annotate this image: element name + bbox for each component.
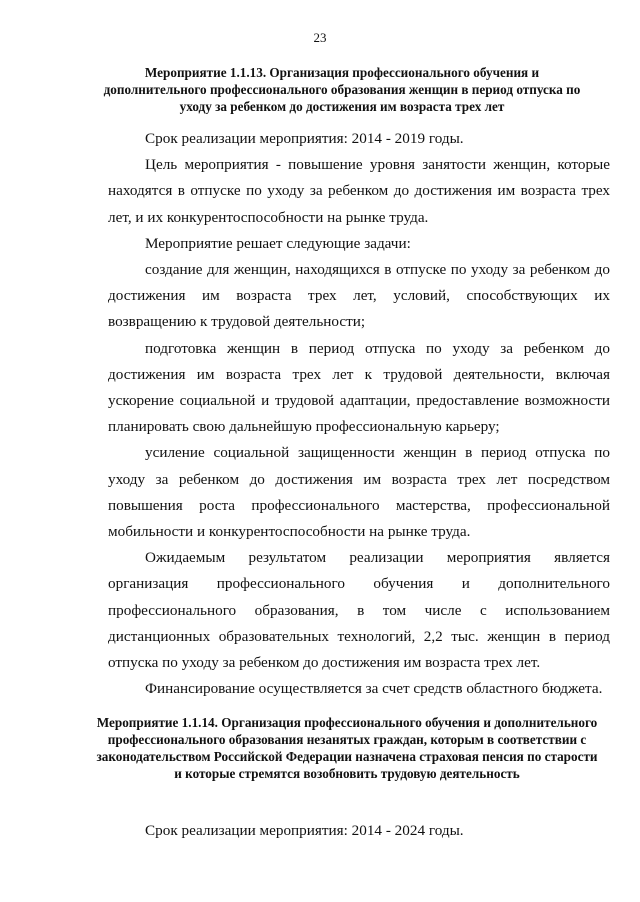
paragraph-goal: Цель мероприятия - повышение уровня занятости женщин, которые находятся в отпуске по уходу за ребенком до достижения им возраста трех лет, и их конкурентоспособности на рынке труда. — [108, 156, 610, 226]
paragraph-deadline-2: Срок реализации мероприятия: 2014 - 2024 годы. — [145, 822, 464, 839]
paragraph-deadline: Срок реализации мероприятия: 2014 - 2019 годы. — [145, 130, 464, 147]
paragraph-task-2: подготовка женщин в период отпуска по уходу за ребенком до достижения им возраста трех лет к трудовой деятельности, включая ускорение социальной и трудовой адаптации, предоставление возможности планировать свою дальнейшую профессиональную карьеру; — [108, 339, 610, 436]
paragraph-task-1: создание для женщин, находящихся в отпуске по уходу за ребенком до достижения им возраста трех лет, условий, способствующих их возвращению к трудовой деятельности; — [108, 261, 610, 331]
section-body-1-1-13 — [108, 126, 610, 702]
paragraph-financing: Финансирование осуществляется за счет средств областного бюджета. — [145, 680, 603, 698]
paragraph-task-3: усиление социальной защищенности женщин в период отпуска по уходу за ребенком до достижения им возраста трех лет посредством повышения роста профессионального мастерства, профессиональной мобильности и конкурентоспособности на рынке труда. — [108, 444, 610, 541]
paragraph-tasks-intro: Мероприятие решает следующие задачи: — [145, 234, 411, 252]
page-number: 23 — [313, 30, 327, 45]
section-title-1-1-13: Мероприятие 1.1.13. Организация профессионального обучения и дополнительного профессионального образования женщин в период отпуска по уходу за ребенком до достижения им возраста трех лет — [103, 65, 581, 114]
paragraph-result: Ожидаемым результатом реализации мероприятия является организация профессионального обучения и дополнительного профессионального образования, в том числе с использованием дистанционных образовательных технологий, 2,2 тыс. женщин в период отпуска по уходу за ребенком до достижения им возраста трех лет. — [108, 549, 610, 672]
section-title-1-1-14: Мероприятие 1.1.14. Организация профессионального обучения и дополнительного профессионального образования незанятых граждан, которым в соответствии с законодательством Российской Федерации назначена страховая пенсия по старости и которые стремятся возобновить трудовую деятельность — [96, 715, 598, 781]
